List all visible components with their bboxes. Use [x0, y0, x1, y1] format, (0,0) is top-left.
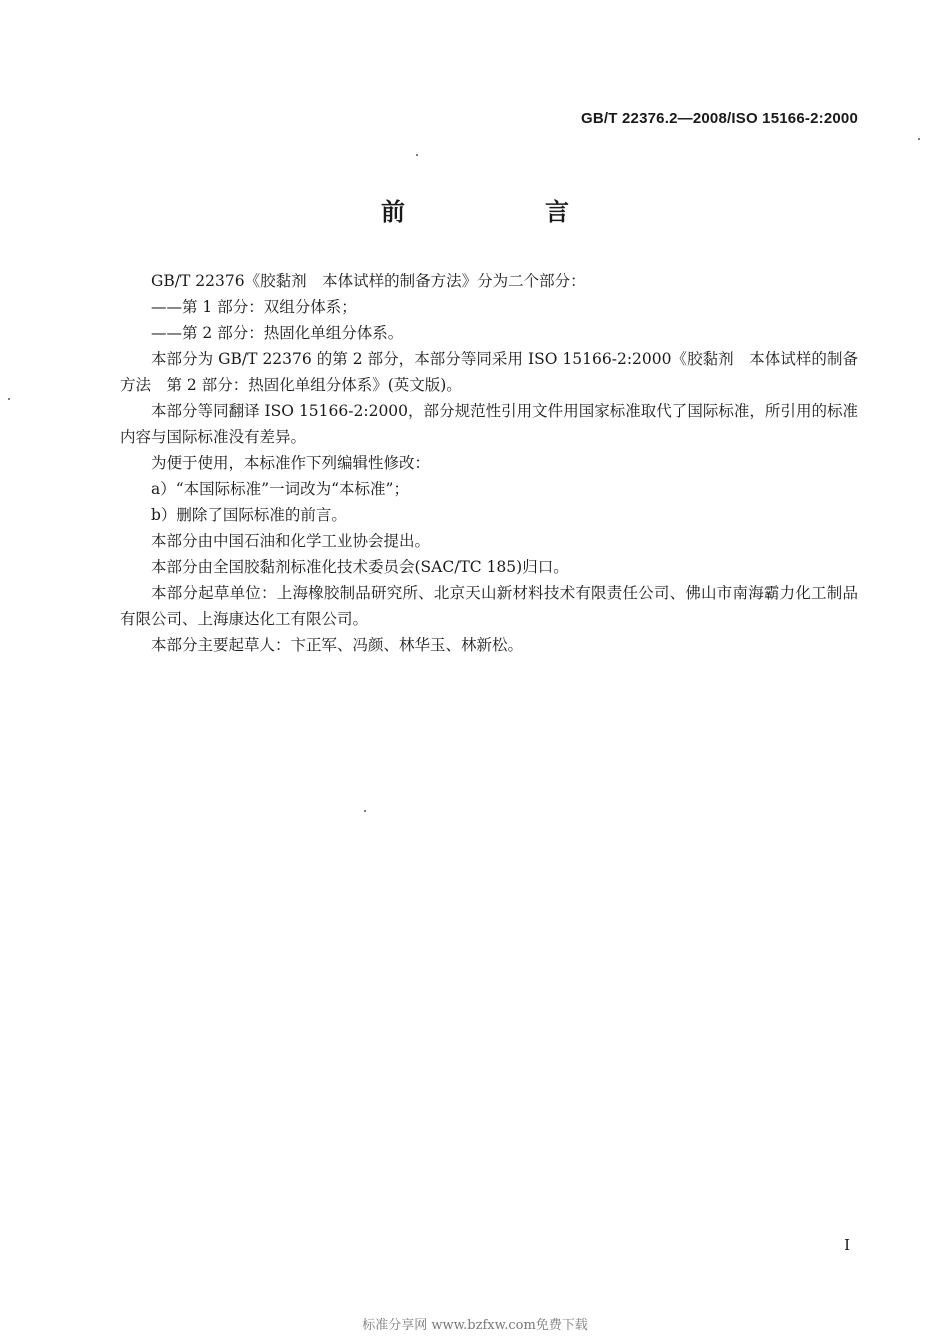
list-item-edit-b: b）删除了国际标准的前言。: [151, 506, 347, 524]
paragraph-editorial: 为便于使用，本标准作下列编辑性修改：: [151, 454, 431, 472]
list-item-part-1: ——第 1 部分：双组分体系；: [151, 298, 357, 316]
scan-speck: [8, 398, 10, 400]
foreword-body: [120, 268, 858, 658]
paragraph-translation: 本部分等同翻译 ISO 15166-2:2000，部分规范性引用文件用国家标准取代了国际标准，所引用的标准内容与国际标准没有差异。: [120, 402, 858, 446]
paragraph-intro: GB/T 22376《胶黏剂 本体试样的制备方法》分为二个部分：: [151, 272, 586, 290]
paragraph-adoption: 本部分为 GB/T 22376 的第 2 部分，本部分等同采用 ISO 15166-2:2000《胶黏剂 本体试样的制备方法 第 2 部分：热固化单组分体系》(英文版)。: [120, 350, 858, 394]
scan-speck: [364, 810, 366, 812]
paragraph-drafting-units: 本部分起草单位：上海橡胶制品研究所、北京天山新材料技术有限责任公司、佛山市南海霸力化工制品有限公司、上海康达化工有限公司。: [120, 584, 858, 628]
paragraph-committee: 本部分由全国胶黏剂标准化技术委员会(SAC/TC 185)归口。: [151, 558, 569, 576]
paragraph-proposer: 本部分由中国石油和化学工业协会提出。: [151, 532, 431, 550]
page-number: I: [844, 1236, 850, 1254]
list-item-edit-a: a）“本国际标准”一词改为“本标准”；: [151, 480, 409, 498]
standard-code: GB/T 22376.2—2008/ISO 15166-2:2000: [581, 110, 858, 127]
scan-speck: [918, 138, 920, 140]
scan-speck: [416, 154, 418, 156]
list-item-part-2: ——第 2 部分：热固化单组分体系。: [151, 324, 404, 342]
footer-watermark: 标准分享网 www.bzfxw.com免费下载: [362, 1318, 588, 1333]
paragraph-drafters: 本部分主要起草人：卞正军、冯颜、林华玉、林新松。: [151, 636, 524, 654]
page-title: 前 言: [381, 198, 627, 226]
